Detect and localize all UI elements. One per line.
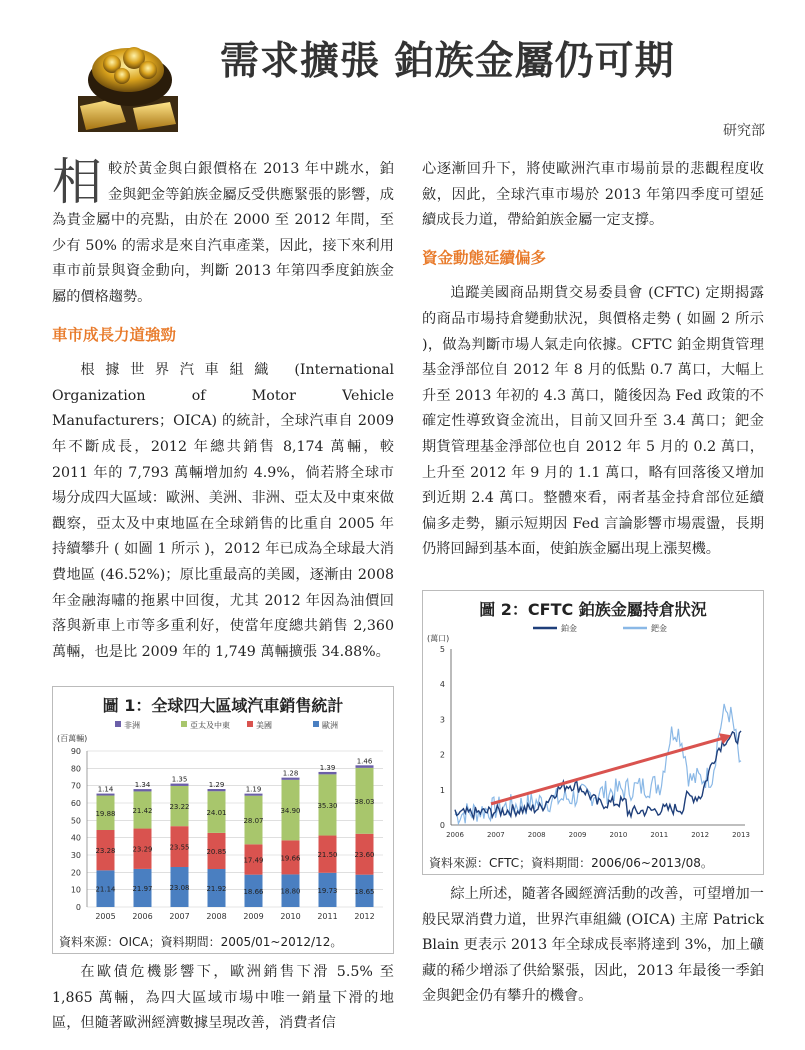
x-tick-label: 2006	[446, 831, 464, 839]
bar-data-label: 38.03	[354, 797, 375, 806]
bar-data-label: 19.73	[317, 886, 338, 895]
y-tick-label: 0	[75, 903, 81, 912]
bar-segment	[171, 784, 189, 786]
bar-segment	[319, 772, 337, 774]
x-tick-label: 2008	[206, 912, 227, 921]
y-tick-label: 70	[70, 781, 81, 791]
bar-data-label: 24.01	[206, 809, 227, 818]
bar-data-label: 21.14	[95, 885, 116, 894]
continuation-paragraph: 心逐漸回升下，將使歐洲汽車市場前景的悲觀程度收斂，因此，全球汽車市場於 2013 年第四季度可望延續成長力道，帶給鉑族金屬一定支撐。	[422, 161, 764, 229]
figure-1-title: 圖 1：全球四大區域汽車銷售統計	[102, 696, 344, 715]
figure-1	[52, 686, 394, 954]
x-tick-label: 2010	[280, 912, 301, 921]
x-tick-label: 2008	[527, 831, 546, 839]
bar-data-label: 23.55	[169, 843, 190, 852]
y-tick-label: 4	[439, 680, 445, 690]
bar-segment	[208, 789, 226, 791]
bar-data-label: 34.90	[280, 807, 301, 816]
legend-swatch	[181, 721, 187, 727]
x-tick-label: 2012	[691, 831, 710, 839]
bar-data-label: 28.07	[243, 817, 264, 826]
legend-label: 非洲	[124, 721, 140, 730]
dropcap: 相	[52, 153, 102, 211]
cftc-paragraph: 追蹤美國商品期貨交易委員會 (CFTC) 定期揭露的商品市場持倉變動狀況，與價格走勢 ( 如圖 2 所示 )，做為判斷市場人氣走向依據。CFTC 鉑金期貨管理基金淨部位自 2012 年 8 月的低點 0.7 萬口，大幅上升至 2013 年初的 4.3 萬口，隨後因為 Fed 政策的不確定性導致資金流出，目前又回升至 3.4 萬口；鈀金期貨管理基金淨部位也自 2012 年 5 月的 0.2 萬口，上升至 2012 年 9 月的 1.1 萬口，略有回落後又增加到近期 2.4 萬口。整體來看，兩者基金持倉部位延續偏多走勢，顯示短期因 Fed 言論影響市場震盪，長期仍將回歸到基本面，使鉑族金屬出現上漲契機。	[422, 285, 764, 558]
intro-text: 較於黃金與白銀價格在 2013 年中跳水，鉑金與鈀金等鉑族金屬反受供應緊張的影響，成為貴金屬中的亮點，由於在 2000 至 2012 年間，至少有 50% 的需求是來自汽車產業，因此，接下來利用車市前景與資金動向，判斷 2013 年第四季度鉑族金屬的價格趨勢。	[52, 161, 394, 305]
y-tick-label: 90	[70, 747, 81, 756]
figure-1-chart	[53, 717, 393, 935]
bar-data-label: 20.85	[206, 847, 227, 856]
bar-segment	[245, 794, 263, 796]
bar-data-label: 18.80	[280, 887, 301, 896]
x-tick-label: 2005	[95, 912, 116, 921]
bar-data-label: 1.39	[319, 763, 336, 772]
x-tick-label: 2009	[568, 831, 587, 839]
bar-data-label: 1.34	[134, 781, 151, 790]
europe-paragraph: 在歐債危機影響下，歐洲銷售下滑 5.5% 至 1,865 萬輛，為四大區域市場中唯一銷量下滑的地區，但隨著歐洲經濟數據呈現改善，消費者信	[52, 964, 394, 1032]
x-tick-label: 2011	[317, 912, 338, 921]
bar-data-label: 1.46	[356, 757, 373, 766]
y-tick-label: 40	[70, 833, 81, 843]
figure-1-source: 資料來源：OICA；資料期間：2005/01~2012/12。	[59, 935, 343, 949]
legend-swatch	[115, 721, 121, 727]
x-tick-label: 2006	[132, 912, 153, 921]
bar-data-label: 18.66	[243, 887, 264, 896]
bar-data-label: 21.92	[206, 885, 227, 894]
bar-data-label: 23.60	[354, 851, 375, 860]
legend-label: 美國	[256, 721, 272, 730]
bar-segment	[356, 765, 374, 768]
gold-nuggets-image	[78, 36, 178, 132]
right-column-bottom	[422, 882, 764, 1010]
bar-data-label: 23.08	[169, 883, 190, 892]
x-tick-label: 2011	[650, 831, 669, 839]
bar-data-label: 1.28	[282, 769, 299, 778]
legend-swatch	[313, 721, 319, 727]
y-tick-label: 5	[439, 645, 445, 654]
y-axis-label: (萬口)	[427, 634, 450, 643]
conclusion-paragraph: 綜上所述，隨著各國經濟活動的改善，可望增加一般民眾消費力道，世界汽車組織 (OICA) 主席 Patrick Blain 更表示 2013 年全球成長率將達到 3%，加上礦藏的稀少增添了供給緊張，因此，2013 年最後一季鉑金與鈀金仍有攀升的機會。	[422, 886, 764, 1005]
bar-data-label: 18.65	[354, 887, 375, 896]
y-tick-label: 10	[70, 885, 81, 895]
legend-label: 鉑金	[561, 624, 577, 633]
y-axis-label: (百萬輛)	[57, 734, 88, 743]
legend-label: 鈀金	[651, 624, 667, 633]
x-tick-label: 2009	[243, 912, 264, 921]
section-heading-auto: 車市成長力道強勁	[52, 325, 177, 344]
bar-data-label: 23.29	[132, 845, 153, 854]
bar-data-label: 1.29	[208, 781, 225, 790]
legend-label: 亞太及中東	[190, 721, 230, 730]
section-heading-funds: 資金動態延續偏多	[422, 248, 547, 267]
page-title: 需求擴張 鉑族金屬仍可期	[220, 39, 675, 84]
bar-segment	[134, 789, 152, 791]
y-tick-label: 2	[439, 750, 445, 760]
bar-data-label: 19.88	[95, 809, 116, 818]
left-column	[52, 153, 394, 665]
x-tick-label: 2013	[732, 831, 750, 839]
bar-data-label: 17.49	[243, 856, 264, 865]
right-column	[422, 157, 764, 563]
y-tick-label: 20	[70, 868, 81, 878]
bar-segment	[282, 778, 300, 780]
figure-2-source: 資料來源：CFTC；資料期間：2006/06~2013/08。	[429, 856, 713, 870]
y-tick-label: 60	[70, 799, 81, 808]
y-tick-label: 80	[70, 764, 81, 774]
bar-data-label: 21.50	[317, 851, 338, 860]
bar-data-label: 1.19	[245, 785, 262, 794]
bar-data-label: 23.28	[95, 847, 116, 856]
intro-paragraph	[52, 153, 394, 311]
bar-data-label: 19.66	[280, 854, 301, 863]
x-tick-label: 2010	[609, 831, 628, 839]
figure-2-title: 圖 2：CFTC 鉑族金屬持倉狀況	[479, 600, 707, 619]
figure-2-chart	[423, 619, 763, 849]
x-tick-label: 2007	[486, 831, 505, 839]
x-tick-label: 2007	[169, 912, 190, 921]
auto-paragraph: 根據世界汽車組織 (International Organization of Motor Vehicle Manufacturers；OICA) 的統計，全球汽車自 2009 年不斷成長，2012 年總共銷售 8,174 萬輛，較 2011 年的 7,793 萬輛增加約 4.9%，倘若將全球市場分成四大區域：歐洲、美洲、非洲、亞太及中東來做觀察，亞太及中東地區在全球銷售的比重自 2005 年持續攀升 ( 如圖 1 所示 )，2012 年已成為全球最大消費地區 (46.52%)；原比重最高的美國，逐漸由 2008 年金融海嘯的拖累中回復，尤其 2012 年因為油價回落與新車上市等多重利好，使當年度總共銷售 2,360 萬輛，也是比 2009 年的 1,749 萬輛擴張 34.88%。	[52, 362, 394, 660]
y-tick-label: 3	[439, 715, 445, 725]
author-label: 研究部	[723, 123, 765, 139]
bar-data-label: 21.97	[132, 884, 153, 893]
figure-2	[422, 590, 764, 875]
y-tick-label: 0	[439, 821, 445, 830]
x-tick-label: 2012	[354, 912, 375, 921]
bar-data-label: 1.14	[97, 785, 114, 794]
bar-data-label: 1.35	[171, 775, 188, 784]
y-tick-label: 1	[439, 785, 445, 795]
y-tick-label: 30	[70, 851, 81, 860]
y-tick-label: 50	[70, 816, 81, 826]
left-column-bottom	[52, 960, 394, 1037]
legend-label: 歐洲	[322, 721, 338, 730]
bar-data-label: 23.22	[169, 803, 190, 812]
bar-data-label: 35.30	[317, 801, 338, 810]
bar-data-label: 21.42	[132, 806, 153, 815]
bar-segment	[97, 794, 115, 796]
legend-swatch	[247, 721, 253, 727]
